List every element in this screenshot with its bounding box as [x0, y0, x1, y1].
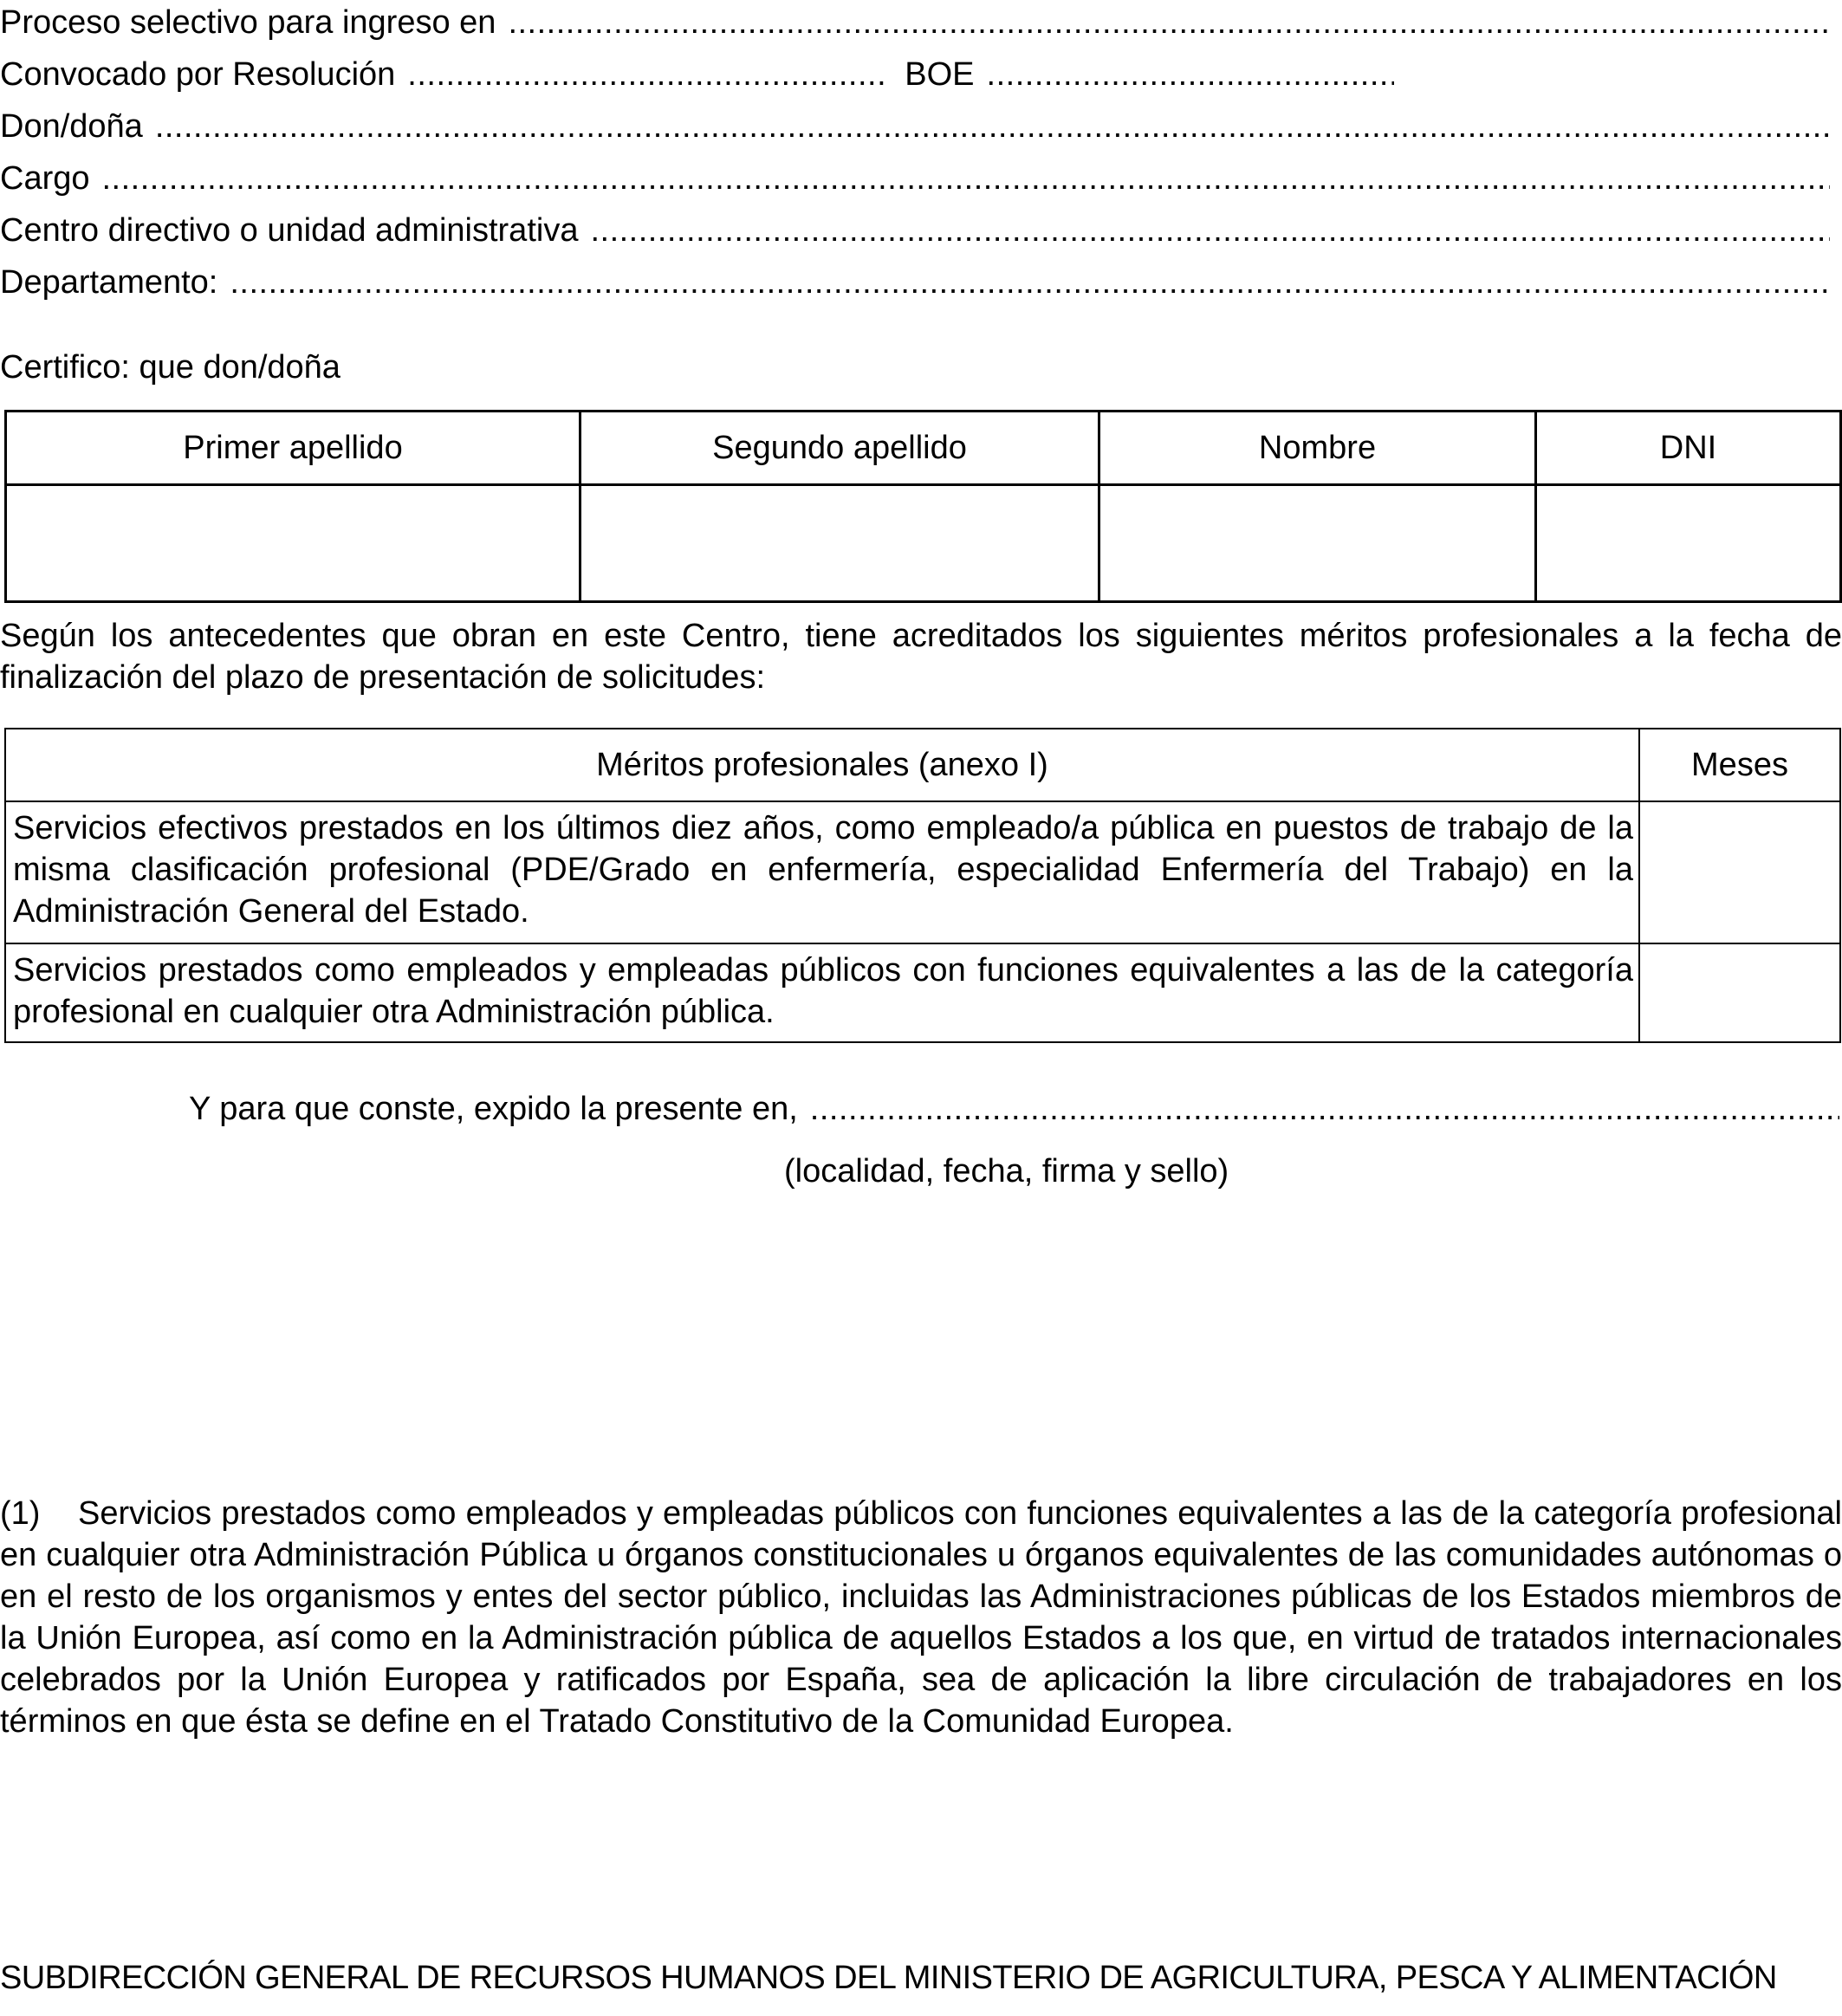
cargo-label: Cargo — [0, 160, 90, 197]
don-field[interactable] — [0, 100, 1830, 152]
cargo-dotted-blank[interactable] — [102, 152, 1831, 204]
certifico-text: Certifico: que don/doña — [0, 349, 341, 386]
signature-caption: (localidad, fecha, firma y sello) — [784, 1153, 1229, 1190]
column-header-primer-apellido: Primer apellido — [6, 412, 580, 485]
nombre-cell[interactable] — [1099, 485, 1536, 602]
column-header-dni: DNI — [1536, 412, 1841, 485]
dni-cell[interactable] — [1536, 485, 1841, 602]
footnote-text: Servicios prestados como empleados y empleadas públicos con funciones equivalentes a las de la categoría profesional en cualquier otra Administración Pública u órganos constitucionales u órganos equivalentes de las comunidades autónomas o en el resto de los organismos y entes del sector público, incluidas las Administraciones públicas de los Estados miembros de la Unión Europea, así como en la Administración pública de aquellos Estados a los que, en virtud de tratados internacionales celebrados por la Unión Europea y ratificados por España, sea de aplicación la libre circulación de trabajadores en los términos en que ésta se define en el Tratado Constitutivo de la Comunidad Europea. — [0, 1495, 1842, 1740]
boe-dotted-blank[interactable] — [987, 49, 1394, 100]
merit-description: Servicios prestados como empleados y empleadas públicos con funciones equivalentes a las de la categoría profesional en cualquier otra Administración pública. — [5, 943, 1639, 1042]
months-cell[interactable] — [1639, 801, 1840, 943]
cargo-field[interactable] — [0, 152, 1830, 204]
name-table — [4, 410, 1842, 603]
column-header-nombre: Nombre — [1099, 412, 1536, 485]
antecedentes-text: Según los antecedentes que obran en este Centro, tiene acreditados los siguientes méritos profesionales a la fecha de finalización del plazo de presentación de solicitudes: — [0, 618, 1842, 696]
closing-dotted-blank[interactable] — [810, 1083, 1839, 1135]
merit-description: Servicios efectivos prestados en los últimos diez años, como empleado/a pública en puestos de trabajo de la misma clasificación profesional (PDE/Grado en enfermería, especialidad Enfermería del Trabajo) en la Administración General del Estado. — [5, 801, 1639, 943]
proceso-dotted-blank[interactable] — [508, 0, 1830, 49]
centro-label: Centro directivo o unidad administrativa — [0, 212, 579, 249]
don-dotted-blank[interactable] — [155, 100, 1830, 152]
segundo-apellido-cell[interactable] — [580, 485, 1099, 602]
convocado-field[interactable] — [0, 49, 1842, 100]
convocado-label: Convocado por Resolución — [0, 56, 396, 93]
resolucion-dotted-blank[interactable] — [407, 49, 884, 100]
departamento-label: Departamento: — [0, 264, 218, 301]
merits-column-header: Méritos profesionales (anexo I) — [5, 729, 1639, 801]
column-header-segundo-apellido: Segundo apellido — [580, 412, 1099, 485]
departamento-dotted-blank[interactable] — [230, 256, 1830, 308]
centro-field[interactable] — [0, 204, 1830, 256]
proceso-label: Proceso selectivo para ingreso en — [0, 4, 496, 41]
issuing-organization: SUBDIRECCIÓN GENERAL DE RECURSOS HUMANOS DEL MINISTERIO DE AGRICULTURA, PESCA Y ALIMENTACIÓN — [0, 1960, 1777, 1996]
boe-label: BOE — [905, 56, 975, 93]
don-label: Don/doña — [0, 108, 143, 145]
proceso-field[interactable] — [0, 0, 1830, 49]
table-row — [5, 943, 1840, 1042]
closing-line[interactable] — [189, 1083, 1839, 1135]
merits-table — [4, 728, 1841, 1043]
footnote-number: (1) — [0, 1495, 41, 1532]
months-column-header: Meses — [1639, 729, 1840, 801]
closing-text: Y para que conste, expido la presente en, — [189, 1091, 798, 1127]
footnote — [0, 1493, 1842, 1742]
centro-dotted-blank[interactable] — [590, 204, 1830, 256]
departamento-field[interactable] — [0, 256, 1830, 308]
table-row — [5, 801, 1840, 943]
months-cell[interactable] — [1639, 943, 1840, 1042]
primer-apellido-cell[interactable] — [6, 485, 580, 602]
